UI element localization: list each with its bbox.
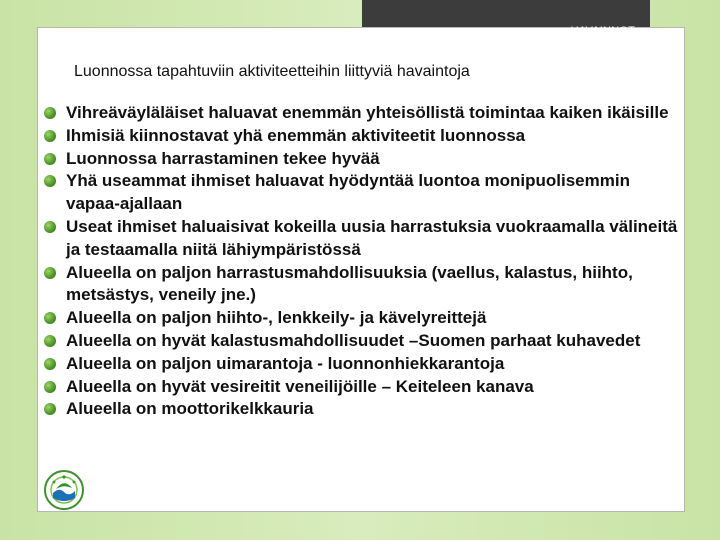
bullet-item bbox=[44, 125, 680, 148]
bullet-text: Ihmisiä kiinnostavat yhä enemmän aktiviteetit luonnossa bbox=[66, 125, 526, 145]
bullet-item bbox=[44, 216, 680, 262]
bullet-list bbox=[44, 102, 680, 421]
bullet-text: Alueella on hyvät vesireitit veneilijöille – Keiteleen kanava bbox=[66, 376, 534, 396]
bullet-text: Vihreäväyläläiset haluavat enemmän yhteisöllistä toimintaa kaiken ikäisille bbox=[66, 103, 669, 122]
bullet-text: Alueella on paljon hiihto-, lenkkeily- ja kävelyreittejä bbox=[66, 308, 487, 328]
green-sphere-bullet-icon bbox=[44, 175, 56, 187]
bullet-text: Luonnossa harrastaminen tekee hyvää bbox=[66, 148, 380, 168]
bullet-text: Alueella on paljon uimarantoja - luonnonhiekkarantoja bbox=[66, 353, 505, 373]
bullet-text: Alueella on paljon harrastusmahdollisuuksia (vaellus, kalastus, hiihto, metsästys, veneily jne.) bbox=[66, 262, 633, 305]
bullet-text: Alueella on hyvät kalastusmahdollisuudet –Suomen parhaat kuhavedet bbox=[66, 330, 641, 350]
bullet-item bbox=[44, 330, 680, 353]
green-sphere-bullet-icon bbox=[44, 153, 56, 165]
bullet-text: Useat ihmiset haluaisivat kokeilla uusia harrastuksia vuokraamalla välineitä ja testaamalla niitä lähiympäristössä bbox=[66, 216, 678, 259]
bullet-item bbox=[44, 102, 680, 125]
green-sphere-bullet-icon bbox=[44, 312, 56, 324]
green-sphere-bullet-icon bbox=[44, 403, 56, 415]
bullet-text: Yhä useammat ihmiset haluavat hyödyntää luontoa monipuolisemmin vapaa-ajallaan bbox=[66, 171, 630, 214]
bullet-item bbox=[44, 148, 680, 171]
green-sphere-bullet-icon bbox=[44, 267, 56, 279]
bullet-text: Alueella on moottorikelkkauria bbox=[66, 399, 314, 419]
bullet-item bbox=[44, 353, 680, 376]
green-sphere-bullet-icon bbox=[44, 130, 56, 142]
green-sphere-bullet-icon bbox=[44, 107, 56, 119]
green-sphere-bullet-icon bbox=[44, 381, 56, 393]
bullet-item bbox=[44, 307, 680, 330]
vihrea-vayla-logo-icon bbox=[42, 468, 86, 512]
green-sphere-bullet-icon bbox=[44, 221, 56, 233]
bullet-item bbox=[44, 376, 680, 399]
section-label: HAVAINNOT bbox=[570, 25, 635, 37]
bullet-item bbox=[44, 398, 680, 421]
green-sphere-bullet-icon bbox=[44, 335, 56, 347]
slide-title: Luonnossa tapahtuviin aktiviteetteihin liittyviä havaintoja bbox=[74, 63, 470, 80]
bullet-item bbox=[44, 262, 680, 308]
green-sphere-bullet-icon bbox=[44, 358, 56, 370]
bullet-item bbox=[44, 170, 680, 216]
